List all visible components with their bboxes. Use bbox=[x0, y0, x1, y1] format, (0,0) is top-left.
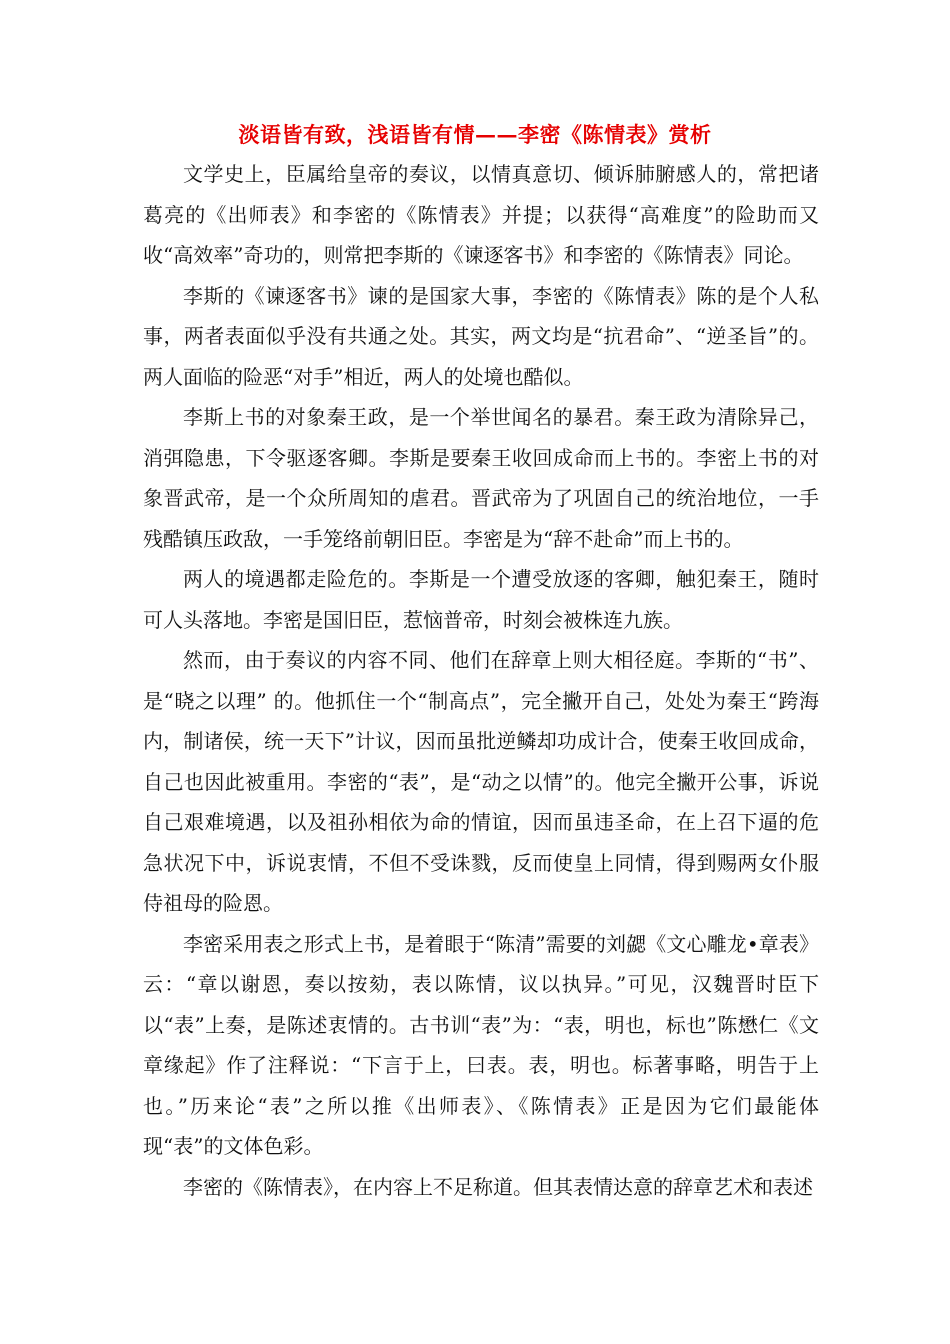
paragraph: 两人的境遇都走险危的。李斯是一个遭受放逐的客卿，触犯秦王，随时可人头落地。李密是国旧臣，惹恼普帝，时刻会被株连九族。 bbox=[143, 567, 819, 632]
paragraph: 文学史上，臣属给皇帝的奏议，以情真意切、倾诉肺腑感人的，常把诸葛亮的《出师表》和李密的《陈情表》并提；以获得“高难度”的险助而又收“高效率”奇功的，则常把李斯的《谏逐客书》和李密的《陈情表》同论。 bbox=[143, 162, 819, 267]
document-body bbox=[143, 154, 819, 1207]
paragraph: 李斯上书的对象秦王政，是一个举世闻名的暴君。秦王政为清除异己，消弭隐患，下令驱逐客卿。李斯是要秦王收回成命而上书的。李密上书的对象晋武帝，是一个众所周知的虐君。晋武帝为了巩固自己的统治地位，一手残酷镇压政敌，一手笼络前朝旧臣。李密是为“辞不赴命”而上书的。 bbox=[143, 405, 819, 551]
paragraph: 李斯的《谏逐客书》谏的是国家大事，李密的《陈情表》陈的是个人私事，两者表面似乎没有共通之处。其实，两文均是“抗君命”、“逆圣旨”的。两人面临的险恶“对手”相近，两人的处境也酷似。 bbox=[143, 283, 819, 389]
document-title: 淡语皆有致，浅语皆有情——李密《陈情表》赏析 bbox=[238, 122, 712, 147]
paragraph: 李密采用表之形式上书，是着眼于“陈清”需要的刘勰《文心雕龙•章表》云：“章以谢恩，奏以按劾，表以陈情，议以执异。”可见，汉魏晋时臣下以“表”上奏，是陈述衷情的。古书训“表”为：“表，明也，标也”陈懋仁《文章缘起》作了注释说：“下言于上，曰表。表，明也。标著事略，明告于上也。”历来论“表”之所以推《出师表》、《陈情表》正是因为它们最能体现“表”的文体色彩。 bbox=[143, 931, 819, 1158]
paragraph: 然而，由于奏议的内容不同、他们在辞章上则大相径庭。李斯的“书”、是“晓之以理” 的。他抓住一个“制高点”，完全撇开自己，处处为秦王“跨海内，制诸侯，统一天下”计议，因而虽批逆鳞却功成计合，使秦王收回成命，自己也因此被重用。李密的“表”，是“动之以情”的。他完全撇开公事，诉说自己艰难境遇，以及祖孙相依为命的情谊，因而虽违圣命，在上召下逼的危急状况下中，诉说衷情，不但不受诛戮，反而使皇上同情，得到赐两女仆服侍祖母的险恩。 bbox=[143, 648, 819, 915]
paragraph: 李密的《陈情表》，在内容上不足称道。但其表情达意的辞章艺术和表述 bbox=[183, 1174, 813, 1199]
